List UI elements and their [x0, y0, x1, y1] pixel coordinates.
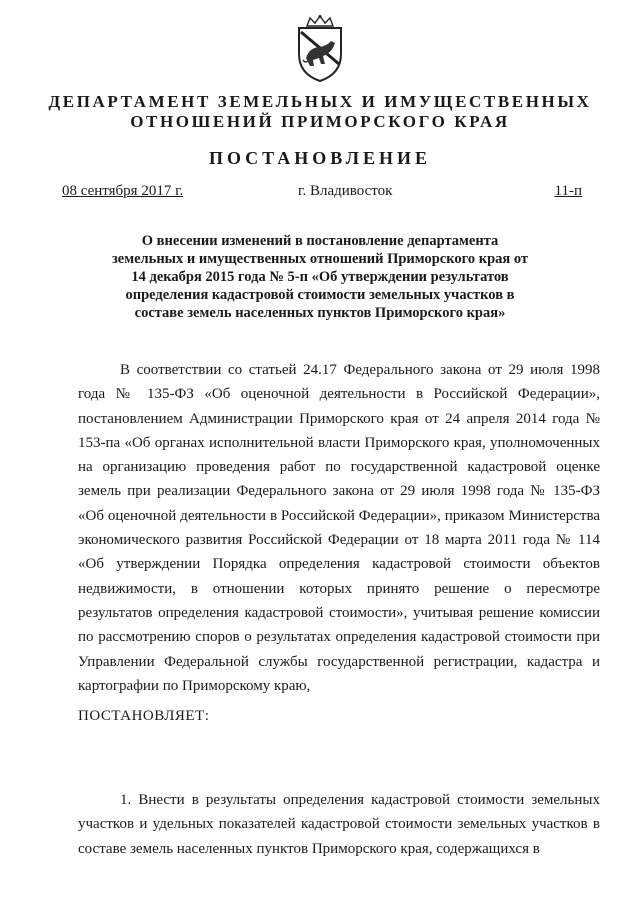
department-name-line1: ДЕПАРТАМЕНТ ЗЕМЕЛЬНЫХ И ИМУЩЕСТВЕННЫХ	[48, 92, 592, 111]
document-date: 08 сентября 2017 г.	[62, 183, 184, 199]
body-paragraph-item-1: 1. Внести в результаты определения кадастровой стоимости земельных участков и удельных показателей кадастровой стоимости земельных участков в составе земель населенных пунктов Приморского края, содержащихся в	[78, 792, 600, 857]
document-subject: О внесении изменений в постановление департамента земельных и имущественных отношений Приморского края от 14 декабря 2015 года № 5-п «Об утверждении результатов определения кадастровой стоимости земельных участков в составе земель населенных пунктов Приморского края»	[111, 233, 529, 321]
document-type-title: ПОСТАНОВЛЕНИЕ	[208, 148, 432, 168]
resolves-heading: ПОСТАНОВЛЯЕТ:	[78, 708, 210, 724]
body-paragraph-preamble: В соответствии со статьей 24.17 Федерального закона от 29 июля 1998 года № 135-ФЗ «Об оценочной деятельности в Российской Федерации», постановлением Администрации Приморского края от 24 апреля 2014 года № 153-па «Об органах исполнительной власти Приморского края, уполномоченных на организацию проведения работ по государственной кадастровой оценке земель при реализации Федерального закона от 29 июля 1998 года № 135-ФЗ «Об оценочной деятельности в Российской Федерации», приказом Министерства экономического развития Российской Федерации от 18 марта 2011 года № 114 «Об утверждении Порядка определения кадастровой стоимости объектов недвижимости, в отношении которых принято решение о пересмотре результатов определения кадастровой стоимости», учитывая решение комиссии по рассмотрению споров о результатах определения кадастровой стоимости при Управлении Федеральной службы государственной регистрации, кадастра и картографии по Приморскому краю,	[78, 362, 600, 694]
document-number: 11-п	[554, 183, 582, 199]
department-name-line2: ОТНОШЕНИЙ ПРИМОРСКОГО КРАЯ	[130, 112, 510, 131]
document-city: г. Владивосток	[298, 183, 393, 199]
coat-of-arms-icon	[289, 14, 351, 84]
